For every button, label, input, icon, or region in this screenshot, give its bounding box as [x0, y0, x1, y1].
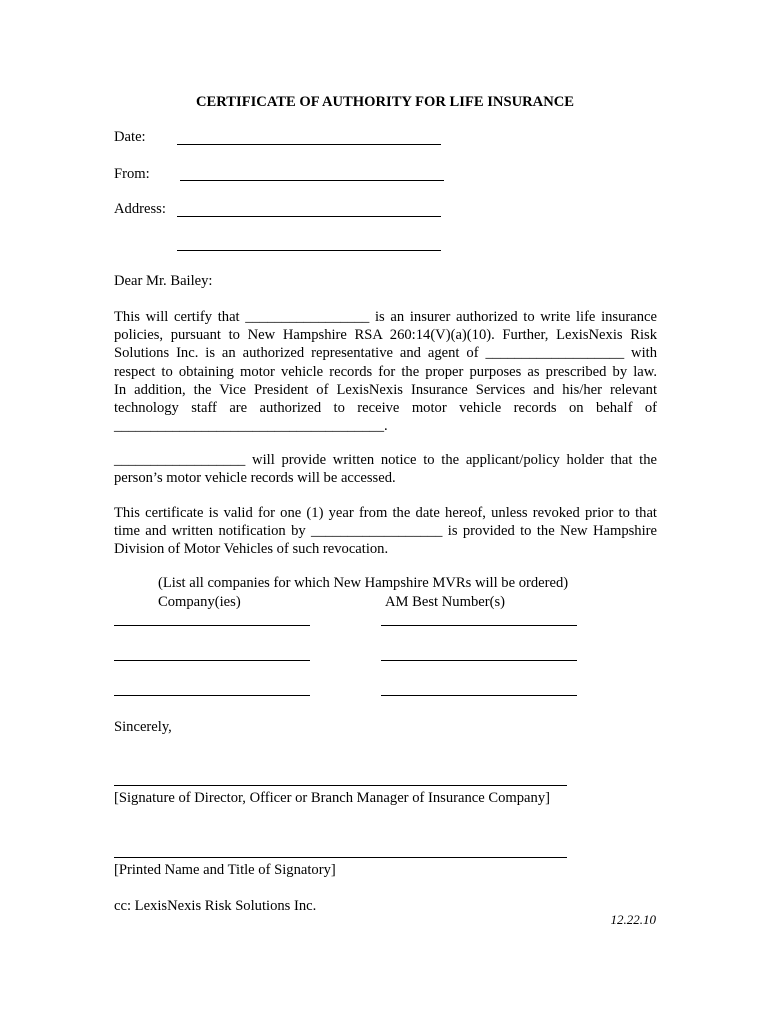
paragraph-line: This will certify that _________________ is an insurer authorized to write life insurance [114, 309, 657, 325]
paragraph-line: technology staff are authorized to receive motor vehicle records on behalf of [114, 400, 657, 417]
date-label: Date: [114, 129, 146, 145]
paragraph-line: Solutions Inc. is an authorized representative and agent of ___________________ with [114, 345, 657, 362]
certification-paragraph [114, 308, 657, 435]
paragraph-line: _____________________________________. [114, 418, 388, 435]
from-label: From: [114, 166, 150, 182]
companies-column-header: Company(ies) [158, 594, 241, 610]
signature-caption: [Signature of Director, Officer or Branch Manager of Insurance Company] [114, 790, 550, 806]
signature-field[interactable] [114, 785, 567, 786]
date-field[interactable] [177, 144, 441, 145]
printed-name-caption: [Printed Name and Title of Signatory] [114, 862, 336, 878]
company-field-2[interactable] [114, 660, 310, 661]
validity-paragraph [114, 504, 657, 559]
from-field[interactable] [180, 180, 444, 181]
address-field-line-1[interactable] [177, 216, 441, 217]
paragraph-line: policies, pursuant to New Hampshire RSA 260:14(V)(a)(10). Further, LexisNexis Risk [114, 327, 657, 344]
revision-date: 12.22.10 [610, 912, 656, 927]
am-best-column-header: AM Best Number(s) [385, 594, 505, 610]
address-label: Address: [114, 201, 166, 217]
closing: Sincerely, [114, 719, 172, 735]
notice-paragraph [114, 451, 657, 487]
companies-instruction: (List all companies for which New Hampshire MVRs will be ordered) [158, 575, 569, 591]
paragraph-line: This certificate is valid for one (1) year from the date hereof, unless revoked prior to that [114, 505, 657, 521]
printed-name-field[interactable] [114, 857, 567, 858]
paragraph-line: person’s motor vehicle records will be accessed. [114, 470, 396, 487]
salutation: Dear Mr. Bailey: [114, 273, 213, 289]
paragraph-line: respect to obtaining motor vehicle records for the proper purposes as prescribed by law. [114, 363, 657, 380]
am-best-field-2[interactable] [381, 660, 577, 661]
cc-line: cc: LexisNexis Risk Solutions Inc. [114, 898, 317, 914]
paragraph-line: __________________ will provide written notice to the applicant/policy holder that the [114, 452, 657, 468]
address-field-line-2[interactable] [177, 250, 441, 251]
am-best-field-3[interactable] [381, 695, 577, 696]
paragraph-line: In addition, the Vice President of LexisNexis Insurance Services and his/her relevant [114, 381, 657, 398]
paragraph-line: Division of Motor Vehicles of such revocation. [114, 541, 389, 558]
page-title: CERTIFICATE OF AUTHORITY FOR LIFE INSURANCE [195, 94, 575, 110]
am-best-field-1[interactable] [381, 625, 577, 626]
company-field-1[interactable] [114, 625, 310, 626]
company-field-3[interactable] [114, 695, 310, 696]
paragraph-line: time and written notification by __________________ is provided to the New Hampshire [114, 523, 657, 540]
